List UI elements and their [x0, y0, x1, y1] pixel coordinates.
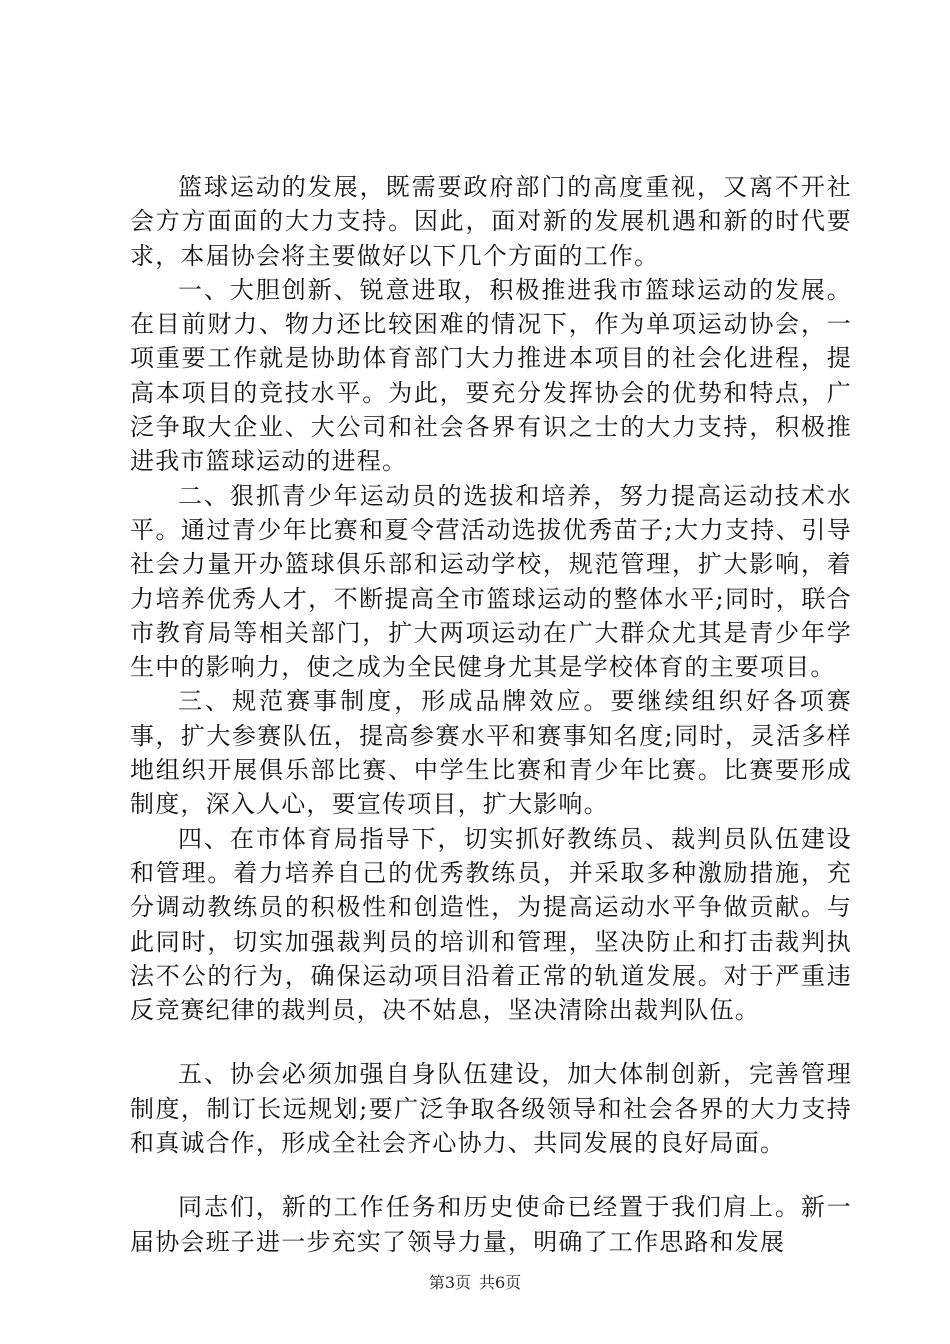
paragraph-closing: 同志们，新的工作任务和历史使命已经置于我们肩上。新一届协会班子进一步充实了领导力量，明确了工作思路和发展 [130, 1193, 852, 1256]
paragraph-item-5: 五、协会必须加强自身队伍建设，加大体制创新，完善管理制度，制订长远规划;要广泛争取各级领导和社会各界的大力支持和真诚合作，形成全社会齐心协力、共同发展的良好局面。 [130, 1060, 852, 1158]
page-total: 共6页 [479, 1273, 522, 1292]
paragraph-item-2: 二、狠抓青少年运动员的选拔和培养，努力提高运动技术水平。通过青少年比赛和夏令营活动选拔优秀苗子;大力支持、引导社会力量开办篮球俱乐部和运动学校，规范管理，扩大影响，着力培养优秀人才，不断提高全市篮球运动的整体水平;同时，联合市教育局等相关部门，扩大两项运动在广大群众尤其是青少年学生中的影响力，使之成为全民健身尤其是学校体育的主要项目。 [130, 481, 852, 682]
paragraph-intro: 篮球运动的发展，既需要政府部门的高度重视，又离不开社会方方面面的大力支持。因此，面对新的发展机遇和新的时代要求，本届协会将主要做好以下几个方面的工作。 [130, 173, 852, 270]
paragraph-item-3: 三、规范赛事制度，形成品牌效应。要继续组织好各项赛事，扩大参赛队伍，提高参赛水平和赛事知名度;同时，灵活多样地组织开展俱乐部比赛、中学生比赛和青少年比赛。比赛要形成制度，深入人心，要宣传项目，扩大影响。 [130, 687, 852, 819]
document-body [130, 170, 852, 1259]
page-number: 第3页 [428, 1273, 471, 1292]
paragraph-item-4: 四、在市体育局指导下，切实抓好教练员、裁判员队伍建设和管理。着力培养自己的优秀教练员，并采取多种激励措施，充分调动教练员的积极性和创造性，为提高运动水平争做贡献。与此同时，切实加强裁判员的培训和管理，坚决防止和打击裁判执法不公的行为，确保运动项目沿着正常的轨道发展。对于严重违反竞赛纪律的裁判员，决不姑息，坚决清除出裁判队伍。 [130, 824, 852, 1025]
page-footer [0, 1270, 950, 1293]
paragraph-item-1: 一、大胆创新、锐意进取，积极推进我市篮球运动的发展。在目前财力、物力还比较困难的情况下，作为单项运动协会，一项重要工作就是协助体育部门大力推进本项目的社会化进程，提高本项目的竞技水平。为此，要充分发挥协会的优势和特点，广泛争取大企业、大公司和社会各界有识之士的大力支持，积极推进我市篮球运动的进程。 [130, 275, 852, 476]
